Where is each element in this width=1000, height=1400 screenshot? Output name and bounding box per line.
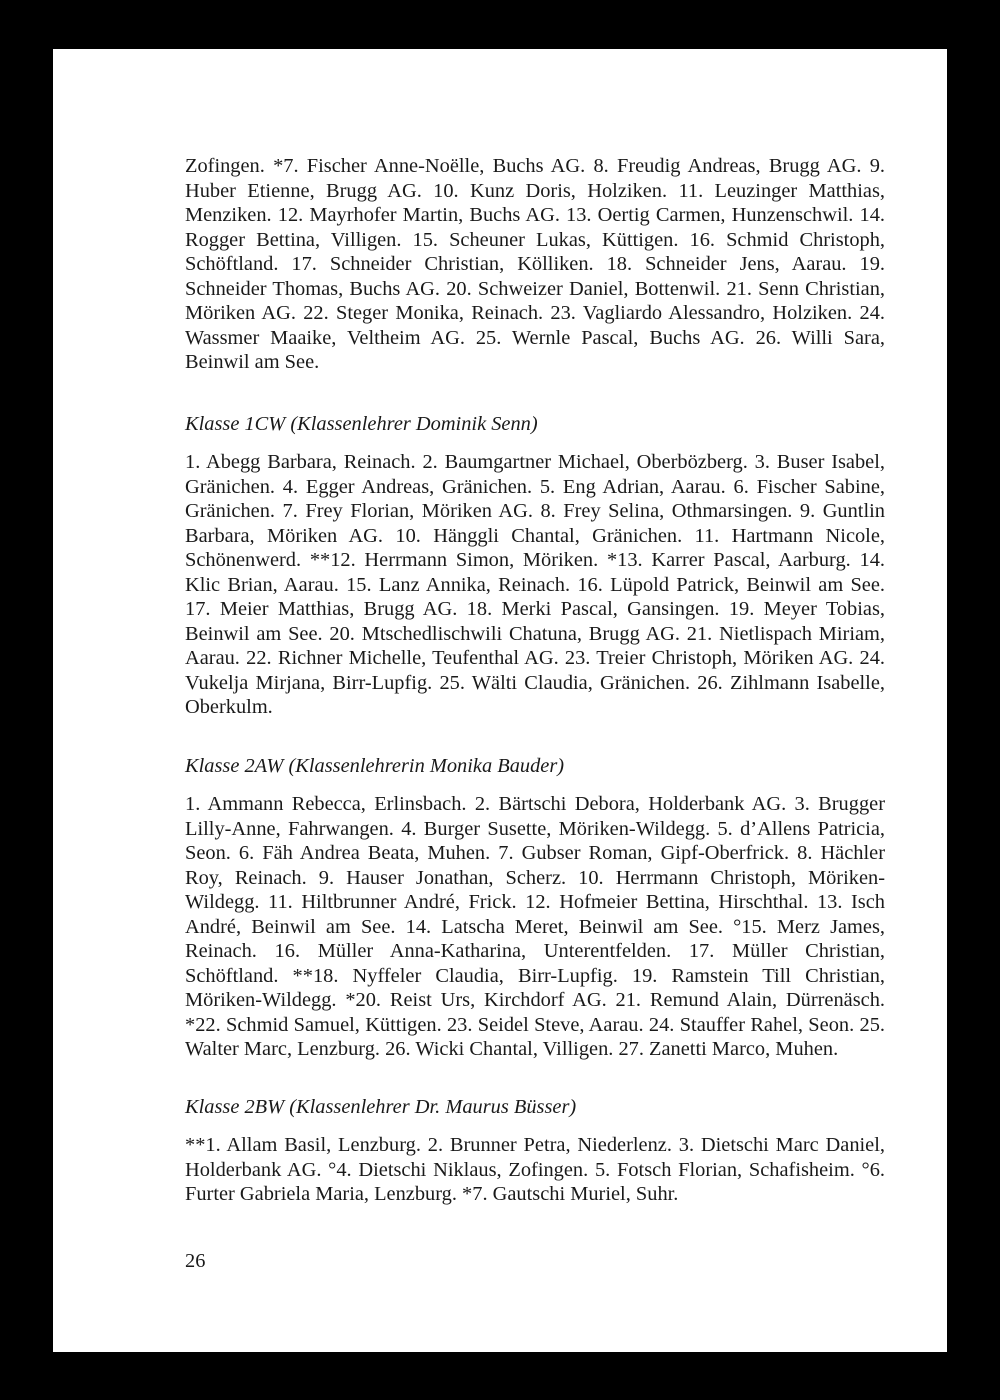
page-number: 26 — [185, 1250, 206, 1272]
section-text-1cw: 1. Abegg Barbara, Reinach. 2. Baumgartner Michael, Oberbözberg. 3. Buser Isabel, Gränichen. 4. Egger Andreas, Gränichen. 5. Eng Adrian, Aarau. 6. Fischer Sabine, Gränichen. 7. Frey Florian, Möriken AG. 8. Frey Selina, Othmarsingen. 9. Guntlin Barbara, Möriken AG. 10. Hänggli Chantal, Gränichen. 11. Hartmann Nicole, Schönenwerd. **12. Herrmann Simon, Möriken. *13. Karrer Pascal, Aarburg. 14. Klic Brian, Aarau. 15. Lanz Annika, Reinach. 16. Lüpold Patrick, Beinwil am See. 17. Meier Matthias, Brugg AG. 18. Merki Pascal, Gansingen. 19. Meyer Tobias, Beinwil am See. 20. Mtschedlischwili Chatuna, Brugg AG. 21. Nietlispach Miriam, Aarau. 22. Richner Michelle, Teufenthal AG. 23. Treier Christoph, Möriken AG. 24. Vukelja Mirjana, Birr-Lupfig. 25. Wälti Claudia, Gränichen. 26. Zihlmann Isabelle, Oberkulm. — [185, 451, 885, 718]
section-heading-2bw: Klasse 2BW (Klassenlehrer Dr. Maurus Büsser) — [185, 1095, 577, 1118]
section-heading-1cw: Klasse 1CW (Klassenlehrer Dominik Senn) — [185, 412, 538, 435]
page-content — [185, 154, 885, 1207]
intro-paragraph: Zofingen. *7. Fischer Anne-Noëlle, Buchs AG. 8. Freudig Andreas, Brugg AG. 9. Huber Etienne, Brugg AG. 10. Kunz Doris, Holziken. 11. Leuzinger Matthias, Menziken. 12. Mayrhofer Martin, Buchs AG. 13. Oertig Carmen, Hunzenschwil. 14. Rogger Bettina, Villigen. 15. Scheuner Lukas, Küttigen. 16. Schmid Christoph, Schöftland. 17. Schneider Christian, Kölliken. 18. Schneider Jens, Aarau. 19. Schneider Thomas, Buchs AG. 20. Schweizer Daniel, Bottenwil. 21. Senn Christian, Möriken AG. 22. Steger Monika, Reinach. 23. Vagliardo Alessandro, Holziken. 24. Wassmer Maaike, Veltheim AG. 25. Wernle Pascal, Buchs AG. 26. Willi Sara, Beinwil am See. — [185, 155, 885, 373]
section-text-2bw: **1. Allam Basil, Lenzburg. 2. Brunner Petra, Niederlenz. 3. Dietschi Marc Daniel, Holderbank AG. °4. Dietschi Niklaus, Zofingen. 5. Fotsch Florian, Schafisheim. °6. Furter Gabriela Maria, Lenzburg. *7. Gautschi Muriel, Suhr. — [185, 1134, 885, 1205]
section-text-2aw: 1. Ammann Rebecca, Erlinsbach. 2. Bärtschi Debora, Holderbank AG. 3. Brugger Lilly-Anne, Fahrwangen. 4. Burger Susette, Möriken-Wildegg. 5. d’Allens Patricia, Seon. 6. Fäh Andrea Beata, Muhen. 7. Gubser Roman, Gipf-Oberfrick. 8. Hächler Roy, Reinach. 9. Hauser Jonathan, Scherz. 10. Herrmann Christoph, Möriken-Wildegg. 11. Hiltbrunner André, Frick. 12. Hofmeier Bettina, Hirschthal. 13. Isch André, Beinwil am See. 14. Latscha Meret, Beinwil am See. °15. Merz James, Reinach. 16. Müller Anna-Katharina, Unterentfelden. 17. Müller Christian, Schöftland. **18. Nyffeler Claudia, Birr-Lupfig. 19. Ramstein Till Christian, Möriken-Wildegg. *20. Reist Urs, Kirchdorf AG. 21. Remund Alain, Dürrenäsch. *22. Schmid Samuel, Küttigen. 23. Seidel Steve, Aarau. 24. Stauffer Rahel, Seon. 25. Walter Marc, Lenzburg. 26. Wicki Chantal, Villigen. 27. Zanetti Marco, Muhen. — [185, 793, 885, 1060]
document-page — [53, 49, 947, 1352]
section-heading-2aw: Klasse 2AW (Klassenlehrerin Monika Bauder) — [185, 754, 565, 777]
